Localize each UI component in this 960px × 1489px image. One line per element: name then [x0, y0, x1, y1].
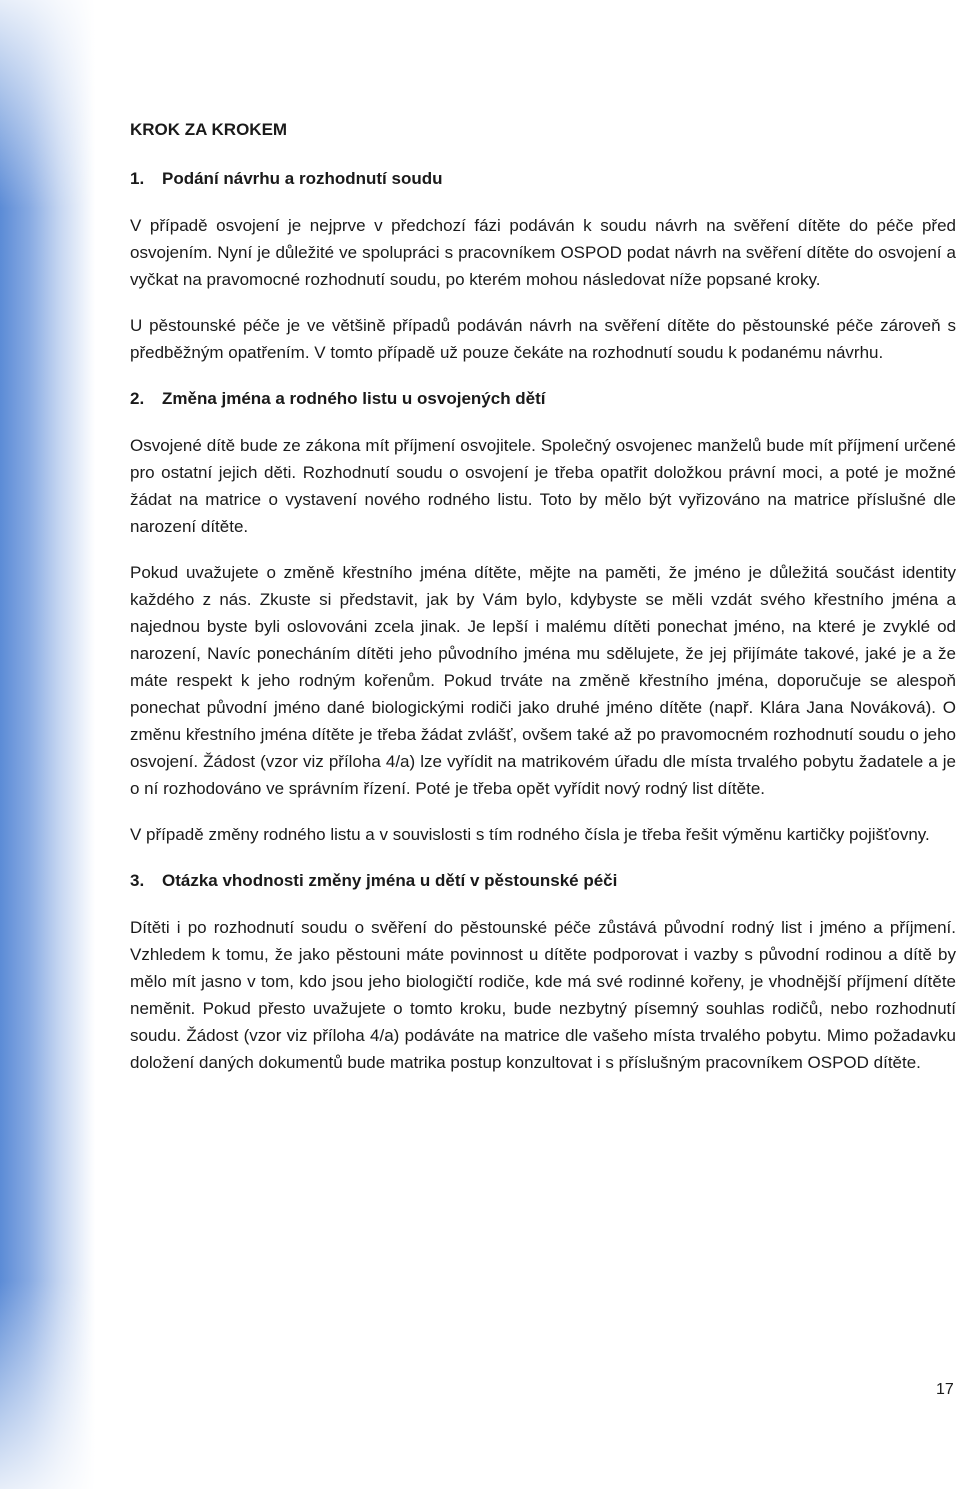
paragraph: Osvojené dítě bude ze zákona mít příjmení osvojitele. Společný osvojenec manželů bude mít příjmení určené pro ostatní jejich děti. Rozhodnutí soudu o osvojení je třeba opatřit doložkou právní moci, a poté je možné žádat na matrice o vystavení nového rodného listu. Toto by mělo být vyřizováno na matrice příslušné dle narození dítěte. — [130, 436, 956, 536]
page-number: 17 — [936, 1381, 954, 1398]
section-number: 2. — [130, 389, 145, 408]
document-title: KROK ZA KROKEM — [130, 120, 288, 139]
document-body — [130, 116, 956, 1095]
section-number: 3. — [130, 871, 145, 890]
paragraph: V případě osvojení je nejprve v předchozí fázi podáván k soudu návrh na svěření dítěte do péče před osvojením. Nyní je důležité ve spolupráci s pracovníkem OSPOD podat návrh na svěření dítěte do osvojení a vyčkat na pravomocné rozhodnutí soudu, po kterém mohou následovat níže popsané kroky. — [130, 216, 956, 289]
section-heading-3 — [130, 867, 956, 894]
paragraph: Dítěti i po rozhodnutí soudu o svěření do pěstounské péče zůstává původní rodný list i jméno a příjmení. Vzhledem k tomu, že jako pěstouni máte povinnost u dítěte podporovat i vazby s původní rodinou a dítě by mělo mít jasno v tom, kdo jsou jeho biologičtí rodiče, kde má své rodinné kořeny, je vhodnější příjmení dítěte neměnit. Pokud přesto uvažujete o tomto kroku, bude nezbytný písemný souhlas rodičů, nebo rozhodnutí soudu. Žádost (vzor viz příloha 4/a) podáváte na matrice dle vašeho místa trvalého pobytu. Mimo požadavku doložení daných dokumentů bude matrika postup konzultovat i s příslušným pracovníkem OSPOD dítěte. — [130, 918, 956, 1072]
paragraph: Pokud uvažujete o změně křestního jména dítěte, mějte na paměti, že jméno je důležitá součást identity každého z nás. Zkuste si představit, jak by Vám bylo, kdybyste se měli vzdát svého křestního jména a najednou byste byli oslovováni zcela jinak. Je lepší i malému dítěti ponechat jméno, na které je zvyklé od narození, Navíc ponecháním dítěti jeho původního jména mu sdělujete, že jej přijímáte takové, jaké je a že máte respekt k jeho rodným kořenům. Pokud trváte na změně křestního jména, doporučuje se alespoň ponechat původní jméno dané biologickými rodiči jako druhé jméno dítěte (např. Klára Jana Nováková). O změnu křestního jména dítěte je třeba žádat zvlášť, ovšem také až po pravomocném rozhodnutí soudu o jeho osvojení. Žádost (vzor viz příloha 4/a) lze vyřídit na matrikovém úřadu dle místa trvalého pobytu žadatele a je o ní rozhodováno ve správním řízení. Poté je třeba opět vyřídit nový rodný list dítěte. — [130, 563, 956, 798]
section-number: 1. — [130, 169, 145, 188]
section-heading-2 — [130, 385, 956, 412]
paragraph: U pěstounské péče je ve většině případů podáván návrh na svěření dítěte do pěstounské péče zároveň s předběžným opatřením. V tomto případě už pouze čekáte na rozhodnutí soudu k podanému návrhu. — [130, 316, 956, 362]
decorative-side-band — [0, 0, 95, 1489]
section-title: Změna jména a rodného listu u osvojených dětí — [162, 389, 546, 408]
section-heading-1 — [130, 165, 956, 192]
section-title: Otázka vhodnosti změny jména u dětí v pěstounské péči — [162, 871, 618, 890]
paragraph: V případě změny rodného listu a v souvislosti s tím rodného čísla je třeba řešit výměnu kartičky pojišťovny. — [130, 825, 930, 844]
section-title: Podání návrhu a rozhodnutí soudu — [162, 169, 443, 188]
